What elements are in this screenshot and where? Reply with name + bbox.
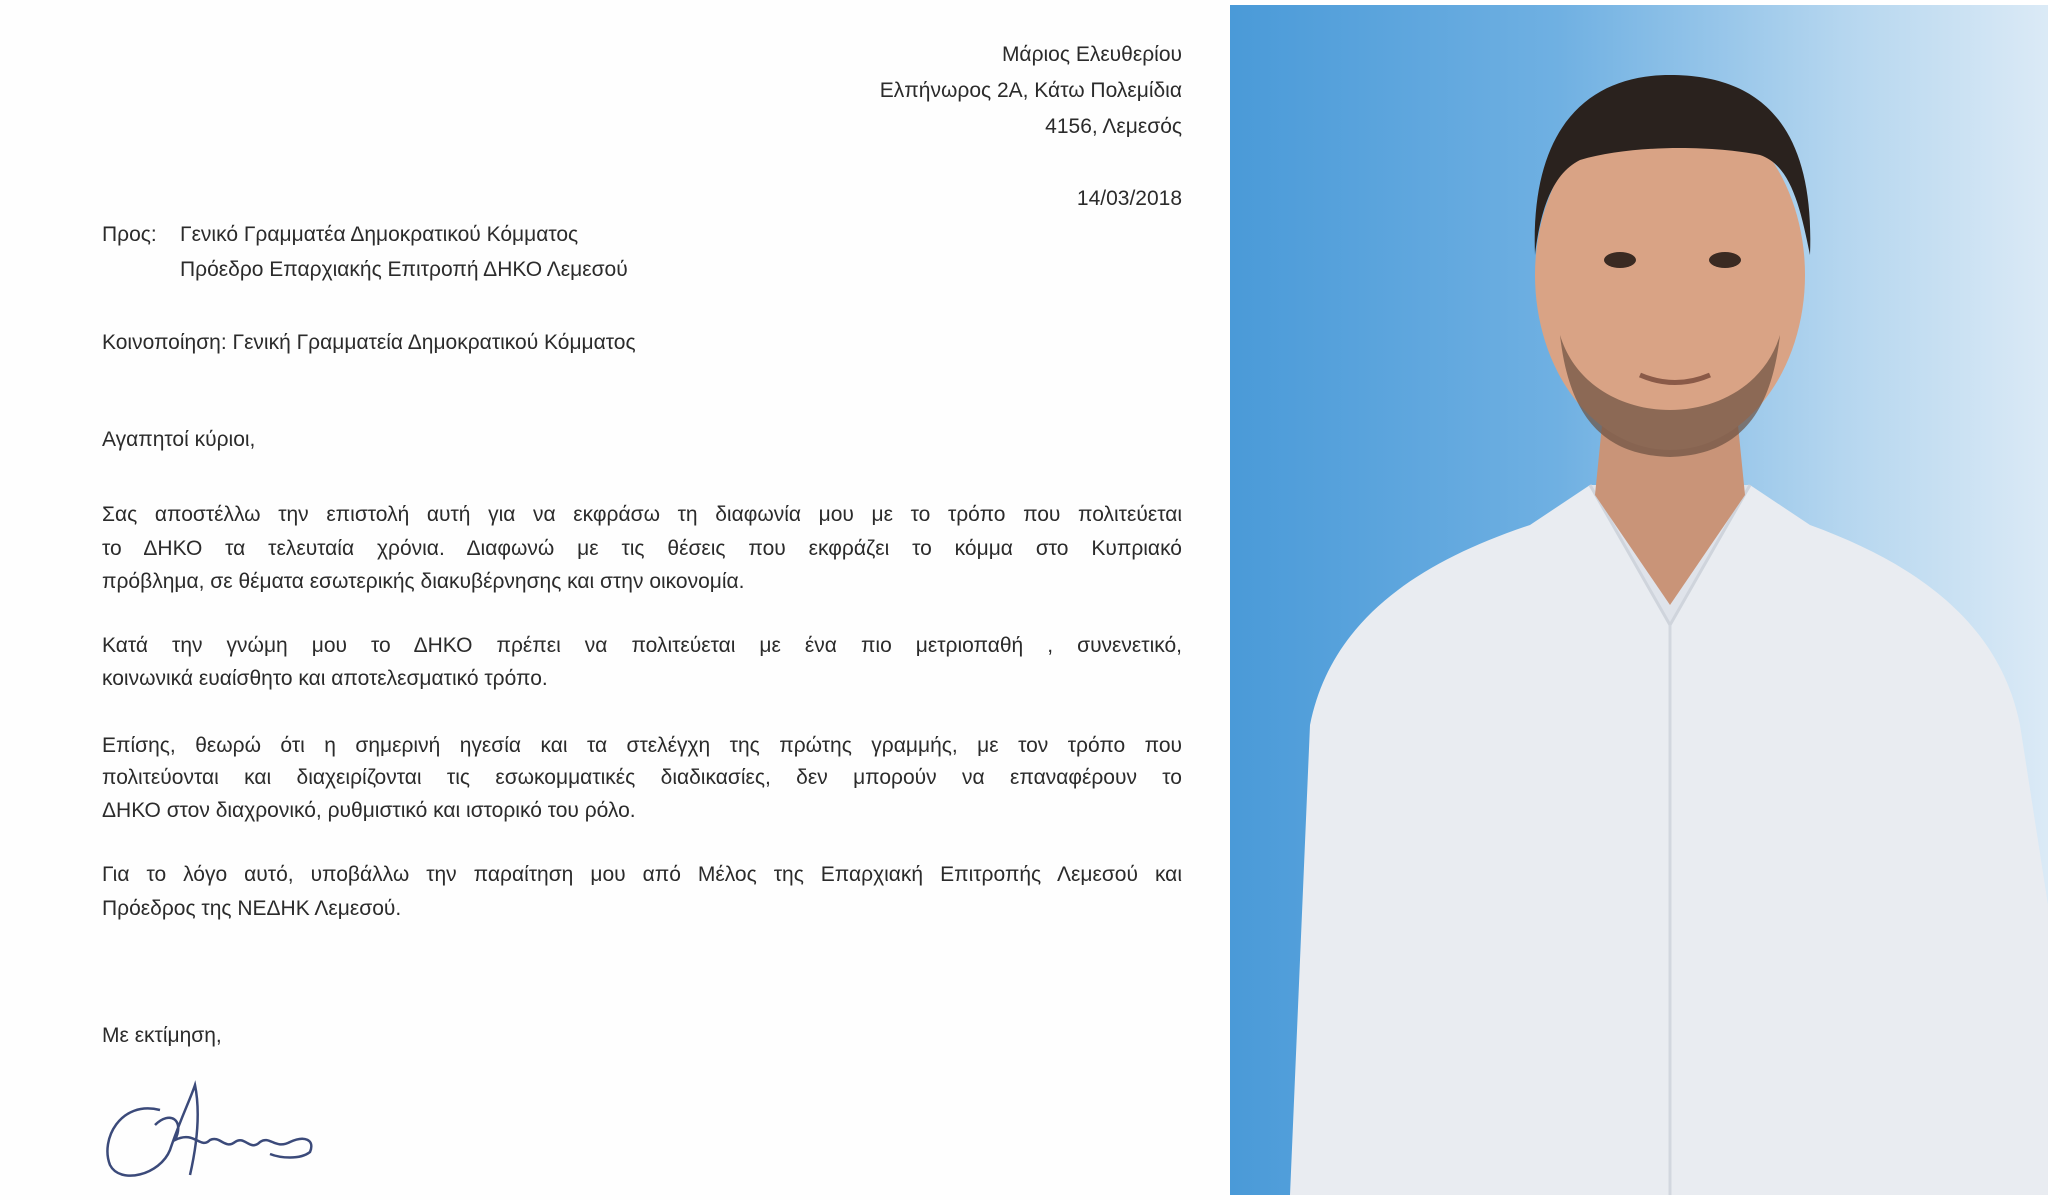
paragraph-line: κοινωνικά ευαίσθητο και αποτελεσματικό τρόπο. [102, 667, 548, 690]
paragraph-line: πολιτεύονται και διαχειρίζονται τις εσωκομματικές διαδικασίες, δεν μπορούν να επαναφέρουν το [102, 766, 1182, 789]
recipient-line: Γενικό Γραμματέα Δημοκρατικού Κόμματος [180, 223, 579, 246]
paragraph-line: το ΔΗΚΟ τα τελευταία χρόνια. Διαφωνώ με τις θέσεις που εκφράζει το κόμμα στο Κυπριακό [102, 537, 1182, 560]
paragraph-line: Πρόεδρος της ΝΕΔΗΚ Λεμεσού. [102, 897, 402, 920]
paragraph-line: πρόβλημα, σε θέματα εσωτερικής διακυβέρνησης και στην οικονομία. [102, 570, 745, 593]
recipient-line: Πρόεδρο Επαρχιακής Επιτροπή ΔΗΚΟ Λεμεσού [180, 258, 628, 281]
sender-city: 4156, Λεμεσός [1045, 115, 1182, 138]
paragraph-line: Επίσης, θεωρώ ότι η σημερινή ηγεσία και τα στελέγχη της πρώτης γραμμής, με τον τρόπο που [102, 734, 1182, 757]
sender-name: Μάριος Ελευθερίου [1001, 43, 1182, 66]
paragraph-line: Σας αποστέλλω την επιστολή αυτή για να εκφράσω τη διαφωνία μου με το τρόπο που πολιτεύεται [102, 503, 1182, 526]
signature [100, 1080, 350, 1190]
closing: Με εκτίμηση, [102, 1024, 222, 1047]
sender-address: Ελπήνωρος 2Α, Κάτω Πολεμίδια [879, 79, 1182, 102]
to-label: Προς: [102, 223, 157, 246]
salutation: Αγαπητοί κύριοι, [102, 428, 256, 451]
portrait-photo [1230, 5, 2048, 1195]
portrait-illustration [1230, 5, 2048, 1195]
cc-line: Κοινοποίηση: Γενική Γραμματεία Δημοκρατικού Κόμματος [102, 331, 636, 354]
letter-date: 14/03/2018 [1076, 187, 1182, 210]
paragraph-line: Κατά την γνώμη μου το ΔΗΚΟ πρέπει να πολιτεύεται με ένα πιο μετριοπαθή , συνενετικό, [102, 634, 1182, 657]
paragraph-line: ΔΗΚΟ στον διαχρονικό, ρυθμιστικό και ιστορικό του ρόλο. [102, 799, 636, 822]
paragraph-line: Για το λόγο αυτό, υποβάλλω την παραίτηση μου από Μέλος της Επαρχιακή Επιτροπής Λεμεσού και [102, 863, 1182, 886]
